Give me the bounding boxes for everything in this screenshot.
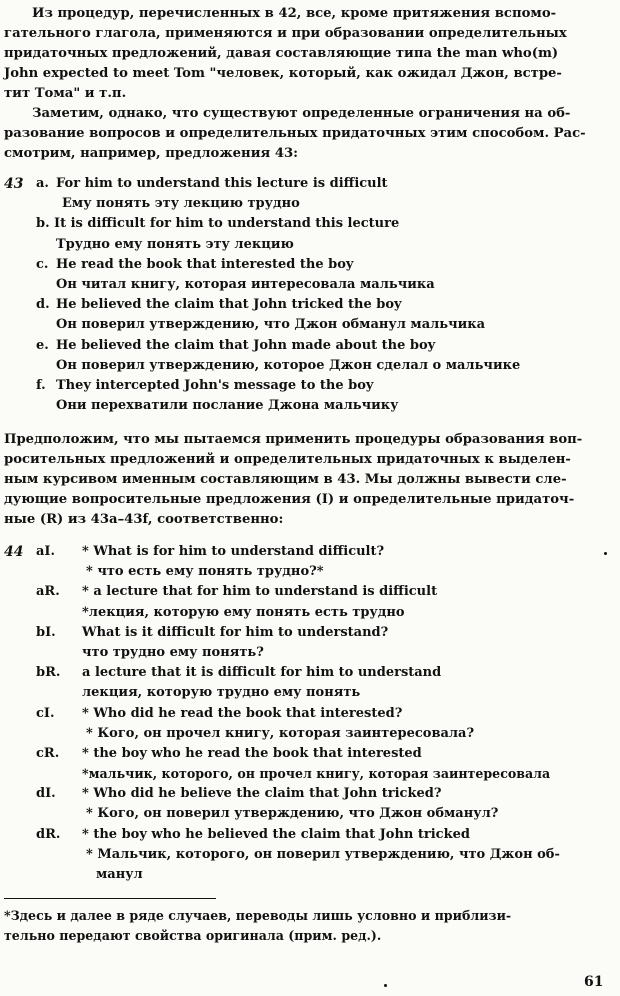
example-text: Ему понять эту лекцию трудно (62, 196, 300, 212)
example-row (4, 867, 614, 887)
example-text: Он поверил утверждению, что Джон обманул мальчика (56, 317, 486, 333)
example-text: What is it difficult for him to understand? (82, 624, 389, 640)
text-line: росительных предложений и определительных придаточных к выделен- (4, 452, 571, 467)
example-text: Он читал книгу, которая интересовала мальчика (56, 276, 435, 292)
example-text: Трудно ему понять эту лекцию (56, 236, 294, 252)
example-row (4, 317, 614, 337)
example-label: bI. (36, 624, 56, 640)
example-label: a. (36, 176, 49, 191)
text-line: тит Тома" и т.п. (4, 86, 127, 101)
footnote-rule (4, 898, 216, 899)
footnote-line: тельно передают свойства оригинала (прим. ред.). (4, 928, 382, 943)
example-row (4, 338, 614, 358)
footnote-line: *Здесь и далее в ряде случаев, переводы лишь условно и приблизи- (4, 908, 512, 923)
footnote (4, 906, 511, 946)
text-line: Предположим, что мы пытаемся применить процедуры образования воп- (4, 432, 583, 447)
example-row (4, 398, 614, 418)
example-row (4, 786, 614, 806)
example-label: aI. (36, 544, 56, 559)
example-row (4, 806, 614, 826)
text-line: гательного глагола, применяются и при образовании определительных (4, 26, 567, 41)
example-row (4, 297, 614, 317)
example-row (4, 605, 614, 625)
example-text: For him to understand this lecture is difficult (56, 176, 388, 191)
text-line: придаточных предложений, давая составляющие типа the man who(m) (4, 46, 559, 61)
example-row (4, 685, 614, 705)
example-row (4, 625, 614, 645)
example-43-list (4, 176, 614, 418)
example-text: They intercepted John's message to the boy (56, 377, 374, 393)
text-line: смотрим, например, предложения 43: (4, 146, 299, 161)
example-row (4, 216, 614, 236)
example-number: 43 (4, 176, 24, 192)
print-speck (604, 552, 607, 555)
example-text: лекция, которую трудно ему понять (82, 685, 361, 701)
example-text: * Мальчик, которого, он поверил утверждению, что Джон об- (86, 846, 560, 862)
example-label: c. (36, 256, 49, 272)
example-text: * the boy who he believed the claim that John tricked (82, 826, 470, 842)
example-row (4, 196, 614, 216)
example-text: a lecture that it is difficult for him to understand (82, 665, 442, 681)
example-text: * что есть ему понять трудно?* (86, 564, 324, 580)
example-label: b. (36, 216, 50, 232)
text-line: John expected to meet Tom "человек, который, как ожидал Джон, встре- (4, 66, 562, 81)
example-label: aR. (36, 584, 60, 600)
example-row (4, 847, 614, 867)
example-label: cI. (36, 705, 55, 721)
example-row (4, 237, 614, 257)
example-row (4, 584, 614, 604)
example-row (4, 706, 614, 726)
example-row (4, 544, 614, 564)
example-text: * Who did he believe the claim that John tricked? (82, 786, 442, 802)
example-row (4, 766, 614, 786)
example-label: e. (36, 337, 49, 353)
example-label: cR. (36, 745, 60, 761)
example-text: * a lecture that for him to understand is difficult (82, 584, 438, 600)
print-speck (384, 984, 387, 987)
text-line: разование вопросов и определительных придаточных этим способом. Рас- (4, 126, 586, 141)
example-row (4, 257, 614, 277)
example-text: Они перехватили послание Джона мальчику (56, 398, 399, 414)
text-line: ным курсивом именным составляющим в 43. Мы должны вывести сле- (4, 472, 567, 487)
example-number: 44 (4, 544, 24, 560)
example-row (4, 378, 614, 398)
example-text: * the boy who he read the book that interested (82, 745, 422, 761)
example-text: манул (96, 867, 143, 882)
middle-paragraph (4, 430, 608, 530)
example-label: d. (36, 297, 50, 313)
example-label: f. (36, 377, 46, 393)
example-label: dR. (36, 826, 61, 842)
example-text: * Кого, он поверил утверждению, что Джон обманул? (86, 806, 499, 822)
text-line: Из процедур, перечисленных в 42, все, кроме притяжения вспомо- (32, 6, 557, 21)
example-44-list (4, 544, 614, 887)
example-row (4, 645, 614, 665)
example-text: He believed the claim that John made about the boy (56, 337, 436, 353)
page-number: 61 (584, 974, 604, 990)
example-row (4, 726, 614, 746)
example-row (4, 665, 614, 685)
example-text: He read the book that interested the boy (56, 256, 354, 272)
example-text: It is difficult for him to understand this lecture (54, 216, 400, 232)
example-text: * Who did he read the book that interested? (82, 705, 403, 721)
example-text: * What is for him to understand difficult? (82, 544, 385, 559)
example-text: *мальчик, которого, он прочел книгу, которая заинтересовала (82, 766, 551, 782)
text-line: дующие вопросительные предложения (I) и определительные придаточ- (4, 492, 575, 507)
example-row (4, 827, 614, 847)
example-row (4, 277, 614, 297)
example-row (4, 746, 614, 766)
example-text: * Кого, он прочел книгу, которая заинтересовала? (86, 725, 475, 741)
example-text: что трудно ему понять? (82, 644, 264, 660)
example-row (4, 358, 614, 378)
example-label: bR. (36, 665, 61, 681)
text-line: Заметим, однако, что существуют определенные ограничения на об- (32, 106, 571, 121)
example-row (4, 176, 614, 196)
example-label: dI. (36, 786, 56, 802)
intro-paragraph (4, 4, 608, 164)
text-line: ные (R) из 43a–43f, соответственно: (4, 512, 284, 527)
example-row (4, 564, 614, 584)
example-text: He believed the claim that John tricked the boy (56, 297, 402, 313)
example-text: *лекция, которую ему понять есть трудно (82, 604, 405, 620)
example-text: Он поверил утверждению, которое Джон сделал о мальчике (56, 357, 521, 373)
